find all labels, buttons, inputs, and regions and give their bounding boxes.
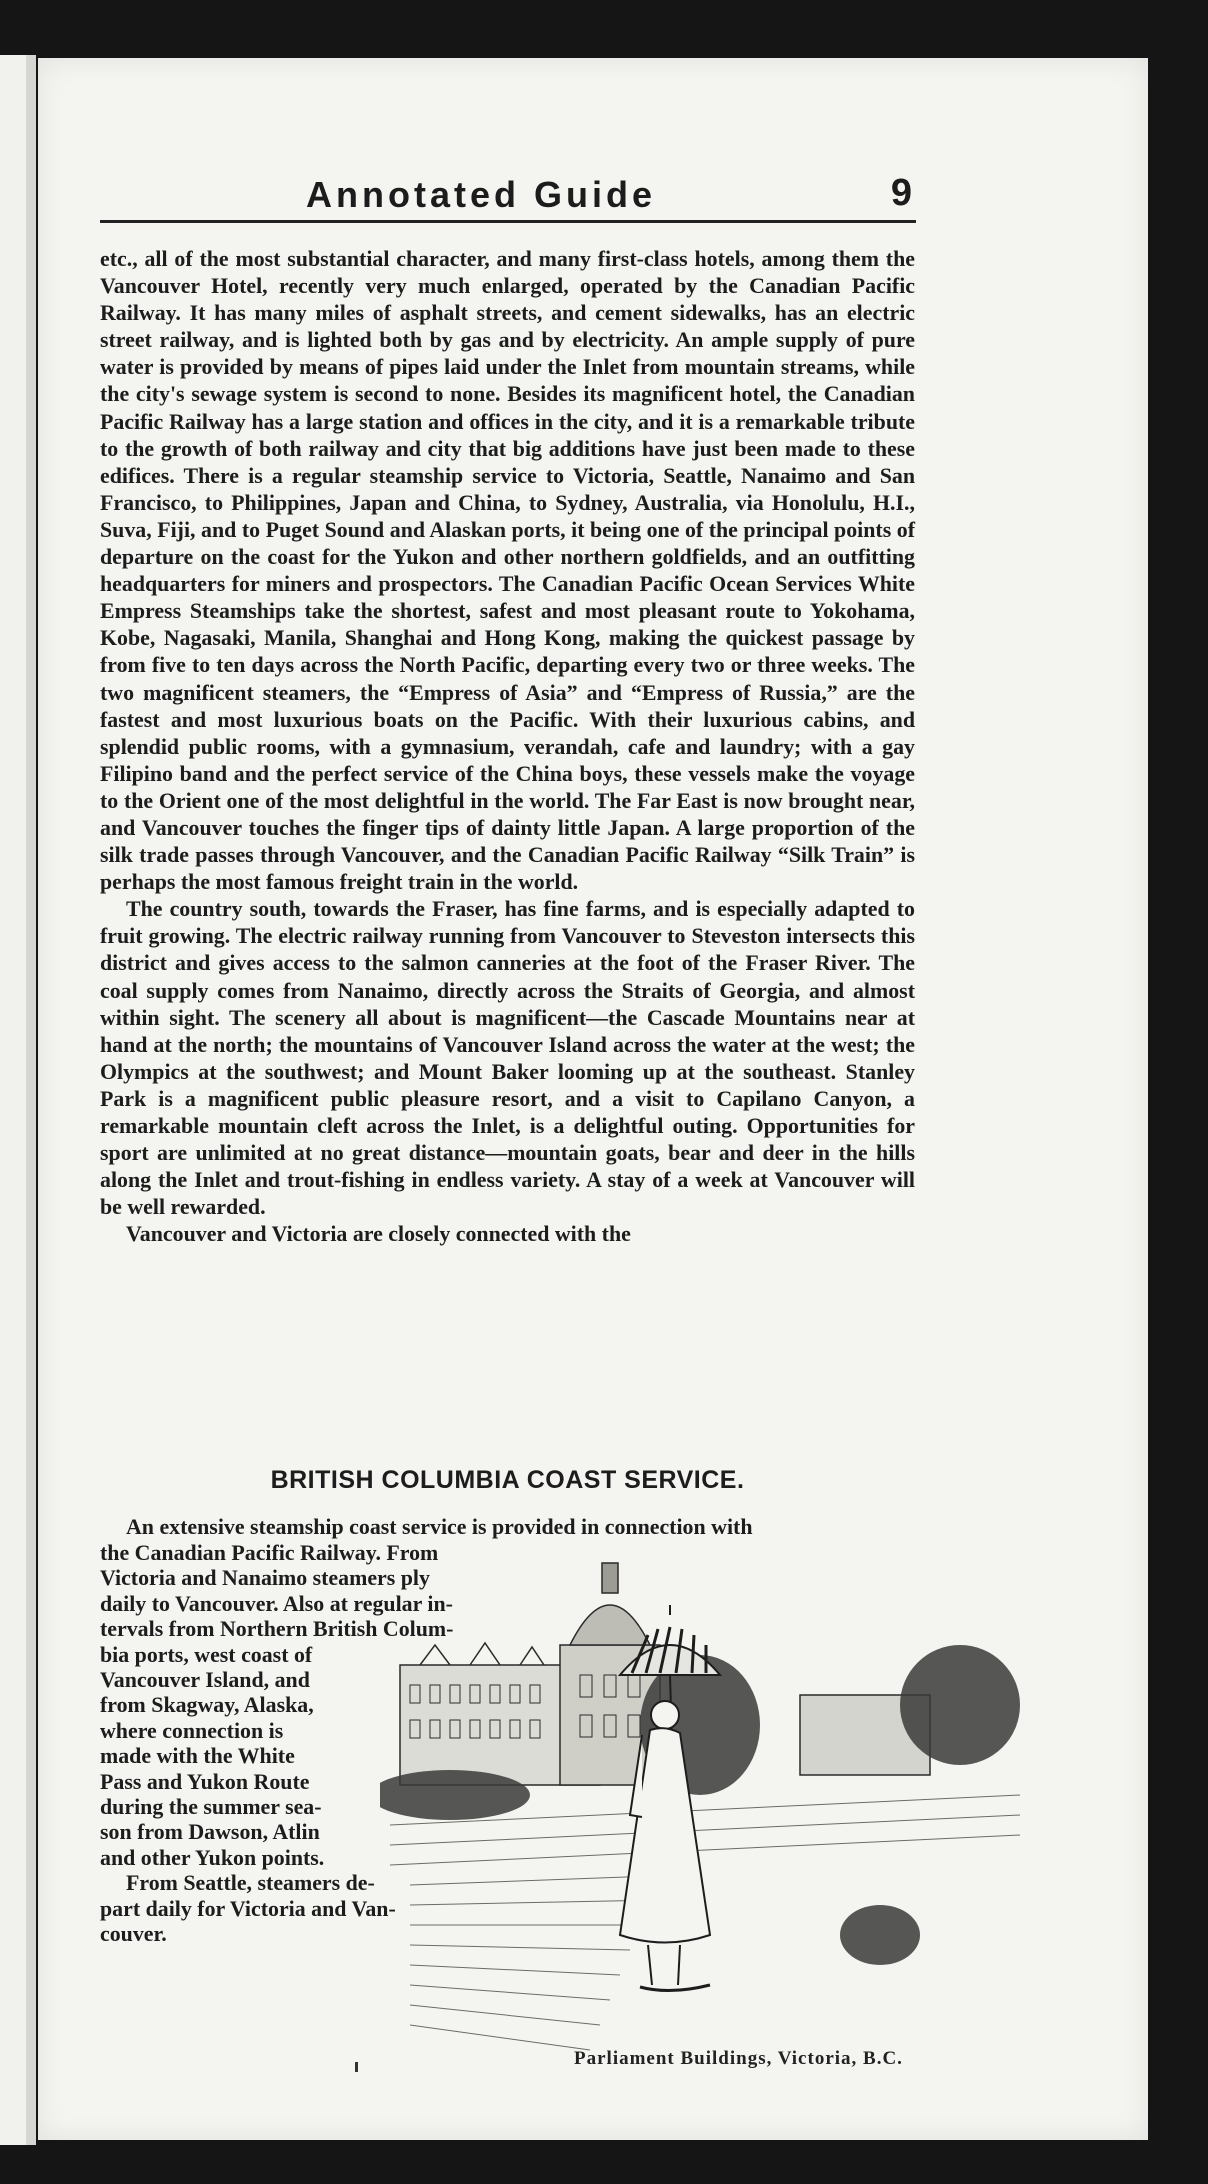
text-line: during the summer sea- — [100, 1794, 322, 1820]
text-line: bia ports, west coast of — [100, 1641, 313, 1667]
woman-with-parasol-icon — [620, 1605, 720, 1991]
text-line: made with the White — [100, 1743, 295, 1769]
paragraph-fraser-country: The country south, towards the Fraser, has fine farms, and is especially adapted to fruit growing. The electric railway running from Vancouver to Steveston intersects this district and gives access to the salmon canneries at the foot of the Fraser River. The coal supply comes from Nanaimo, directly across the Straits of Georgia, and almost within sight. The scenery all about is magnificent—the Cascade Mountains near at hand at the north; the mountains of Vancouver Island across the water at the west; the Olympics at the southwest; and Mount Baker looming up at the southeast. Stanley Park is a magnificent public pleasure resort, and a visit to Capilano Canyon, a remarkable mountain cleft across the Inlet, is a delightful outing. Opportunities for sport are unlimited at no great distance—mountain goats, bear and deer in the hills along the Inlet and trout-fishing in endless variety. A stay of a week at Vancouver will be well rewarded. — [100, 896, 915, 1220]
text-line: from Skagway, Alaska, — [100, 1692, 314, 1718]
text-line: couver. — [100, 1921, 167, 1947]
illustration-caption: Parliament Buildings, Victoria, B.C. — [574, 2048, 903, 2069]
text-line: Vancouver Island, and — [100, 1667, 310, 1693]
parliament-buildings-illustration — [380, 1555, 1040, 2075]
section-intro-line: An extensive steamship coast service is provided in connection with — [126, 1514, 753, 1539]
text-line: tervals from Northern British Colum- — [100, 1616, 454, 1642]
page-number: 9 — [890, 172, 912, 214]
text-line: where connection is — [100, 1717, 284, 1743]
running-header — [100, 172, 916, 223]
text-line: part daily for Victoria and Van- — [100, 1895, 396, 1921]
text-line: From Seattle, steamers de- — [126, 1870, 375, 1896]
paragraph-hotels-steamships: etc., all of the most substantial character, and many first-class hotels, among them the Vancouver Hotel, recently very much enlarged, operated by the Canadian Pacific Railway. It has many miles of asphalt streets, and cement sidewalks, has an electric street railway, and is lighted both by gas and by electricity. An ample supply of pure water is provided by means of pipes laid under the Inlet from mountain streams, while the city's sewage system is second to none. Besides its magnificent hotel, the Canadian Pacific Railway has a large station and offices in the city, and it is a remarkable tribute to the growth of both railway and city that big additions have just been made to these edifices. There is a regular steamship service to Victoria, Seattle, Nanaimo and San Francisco, to Philippines, Japan and China, to Sydney, Australia, via Honolulu, H.I., Suva, Fiji, and to Puget Sound and Alaskan ports, it being one of the principal points of departure on the coast for the Yukon and other northern goldfields, and an outfitting headquarters for miners and prospectors. The Canadian Pacific Ocean Services White Empress Steamships take the shortest, safest and most pleasant route to Yokohama, Kobe, Nagasaki, Manila, Shanghai and Hong Kong, making the quickest passage by from five to ten days across the North Pacific, departing every two or three weeks. The two magnificent steamers, the “Empress of Asia” and “Empress of Russia,” are the fastest and most luxurious boats on the Pacific. With their luxurious cabins, and splendid public rooms, with a gymnasium, verandah, cafe and laundry; with a gay Filipino band and the perfect service of the China boys, these vessels make the voyage to the Orient one of the most delightful in the world. The Far East is now brought near, and Vancouver touches the finger tips of dainty little Japan. A large proportion of the silk trade passes through Vancouver, and the Canadian Pacific Railway “Silk Train” is perhaps the most famous freight train in the world. — [100, 246, 915, 895]
page-gutter — [26, 55, 36, 2145]
section-heading: BRITISH COLUMBIA COAST SERVICE. — [270, 1466, 745, 1494]
text-line: Pass and Yukon Route — [100, 1768, 310, 1794]
text-line: son from Dawson, Atlin — [100, 1819, 320, 1845]
paragraph-connection: Vancouver and Victoria are closely connected with the — [126, 1221, 631, 1247]
text-line: the Canadian Pacific Railway. From — [100, 1540, 439, 1565]
body-text — [100, 245, 915, 1247]
text-line: and other Yukon points. — [100, 1844, 325, 1870]
header-title: Annotated Guide — [306, 174, 656, 215]
print-mark — [355, 2062, 358, 2072]
text-line: daily to Vancouver. Also at regular in- — [100, 1590, 453, 1616]
text-line: Victoria and Nanaimo steamers ply — [100, 1565, 430, 1591]
